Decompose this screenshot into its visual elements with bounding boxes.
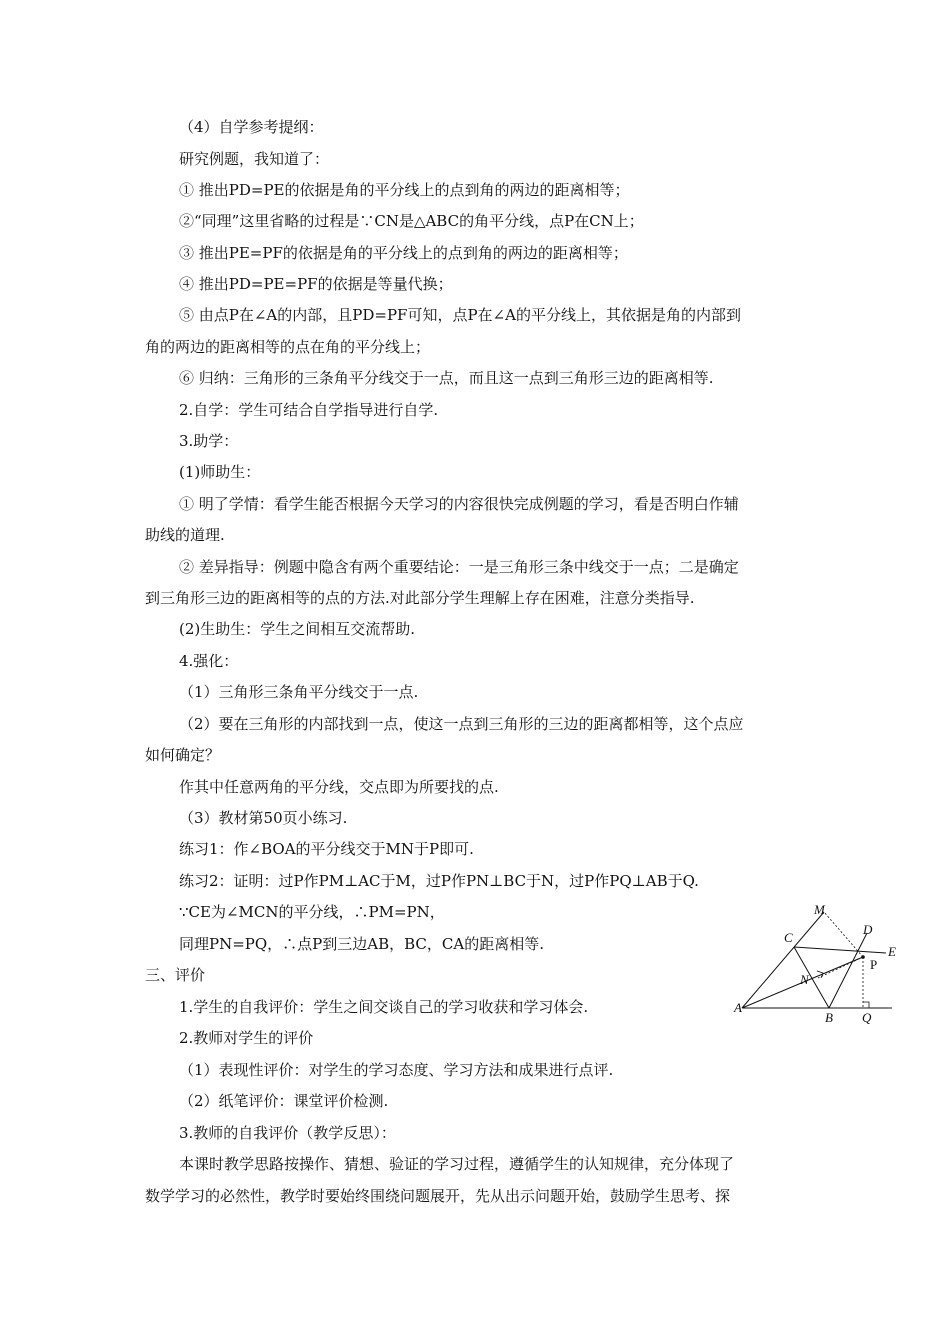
text-line: （4）自学参考提纲： [179,118,324,136]
text-line: (2)生助生：学生之间相互交流帮助. [179,620,416,638]
text-line: ⑥ 归纳：三角形的三条角平分线交于一点，而且这一点到三角形三边的距离相等. [179,369,714,387]
text-line: ④ 推出PD=PE=PF的依据是等量代换； [179,275,453,293]
line-BD [829,933,867,1008]
label-E: E [888,944,896,959]
text-line: 到三角形三边的距离相等的点的方法.对此部分学生理解上存在困难，注意分类指导. [145,589,695,607]
line-AM [742,912,824,1008]
text-line: ① 推出PD=PE的依据是角的平分线上的点到角的两边的距离相等； [179,181,630,199]
text-line: 数学学习的必然性，教学时要始终围绕问题展开，先从出示问题开始，鼓励学生思考、探 [145,1187,731,1205]
text-line: （1）表现性评价：对学生的学习态度、学习方法和成果进行点评. [179,1061,614,1079]
label-Q: Q [862,1010,872,1025]
text-line: （2）要在三角形的内部找到一点，使这一点到三角形的三边的距离都相等，这个点应 [179,715,744,733]
text-line: 3.助学： [179,432,239,450]
label-D: D [863,922,873,937]
text-line: （1）三角形三条角平分线交于一点. [179,683,419,701]
label-C: C [784,930,793,945]
text-line: ③ 推出PE=PF的依据是角的平分线上的点到角的两边的距离相等； [179,244,628,262]
text-line: ⑤ 由点P在∠A的内部，且PD=PF可知，点P在∠A的平分线上，其依据是角的内部到 [179,306,741,324]
text-line: 助线的道理. [145,526,225,544]
text-line: 如何确定？ [145,746,221,764]
text-line: 研究例题，我知道了： [179,150,330,168]
label-M: M [814,902,825,917]
label-B: B [825,1010,833,1025]
right-angle-Q [863,1002,869,1008]
text-line: 4.强化： [179,652,239,670]
text-line: 练习1：作∠BOA的平分线交于MN于P即可. [179,840,474,858]
text-line: 作其中任意两角的平分线，交点即为所要找的点. [179,778,499,796]
text-line: 本课时教学思路按操作、猜想、验证的学习过程，遵循学生的认知规律，充分体现了 [179,1155,735,1173]
label-A: A [734,1000,742,1015]
text-line: ② 差异指导：例题中隐含有两个重要结论：一是三角形三条中线交于一点；二是确定 [179,558,739,576]
right-angle-N [817,971,823,978]
text-line: 同理PN=PQ，∴点P到三边AB，BC，CA的距离相等. [179,935,544,953]
line-CE [794,947,886,953]
label-N: N [800,972,809,987]
text-line: ∵CE为∠MCN的平分线，∴PM=PN， [179,903,445,921]
text-line: 角的两边的距离相等的点在角的平分线上； [145,338,431,356]
text-line: （2）纸笔评价：课堂评价检测. [179,1092,389,1110]
text-line: 3.教师的自我评价（教学反思）： [179,1124,396,1142]
text-line: 1.学生的自我评价：学生之间交谈自己的学习收获和学习体会. [179,998,589,1016]
text-line: (1)师助生： [179,463,261,481]
text-line: 练习2：证明：过P作PM⊥AC于M，过P作PN⊥BC于N，过P作PQ⊥AB于Q. [179,872,699,890]
text-line: 2.自学：学生可结合自学指导进行自学. [179,401,439,419]
geometry-figure [728,898,908,1030]
label-P: P [870,957,878,972]
point-P [861,955,865,959]
text-line: 2.教师对学生的评价 [179,1029,314,1047]
text-line: ① 明了学情：看学生能否根据今天学习的内容很快完成例题的学习，看是否明白作辅 [179,495,739,513]
text-line: （3）教材第50页小练习. [179,809,348,827]
text-line: 三、评价 [145,966,206,984]
text-line: ②“同理”这里省略的过程是∵CN是△ABC的角平分线，点P在CN上； [179,212,644,230]
